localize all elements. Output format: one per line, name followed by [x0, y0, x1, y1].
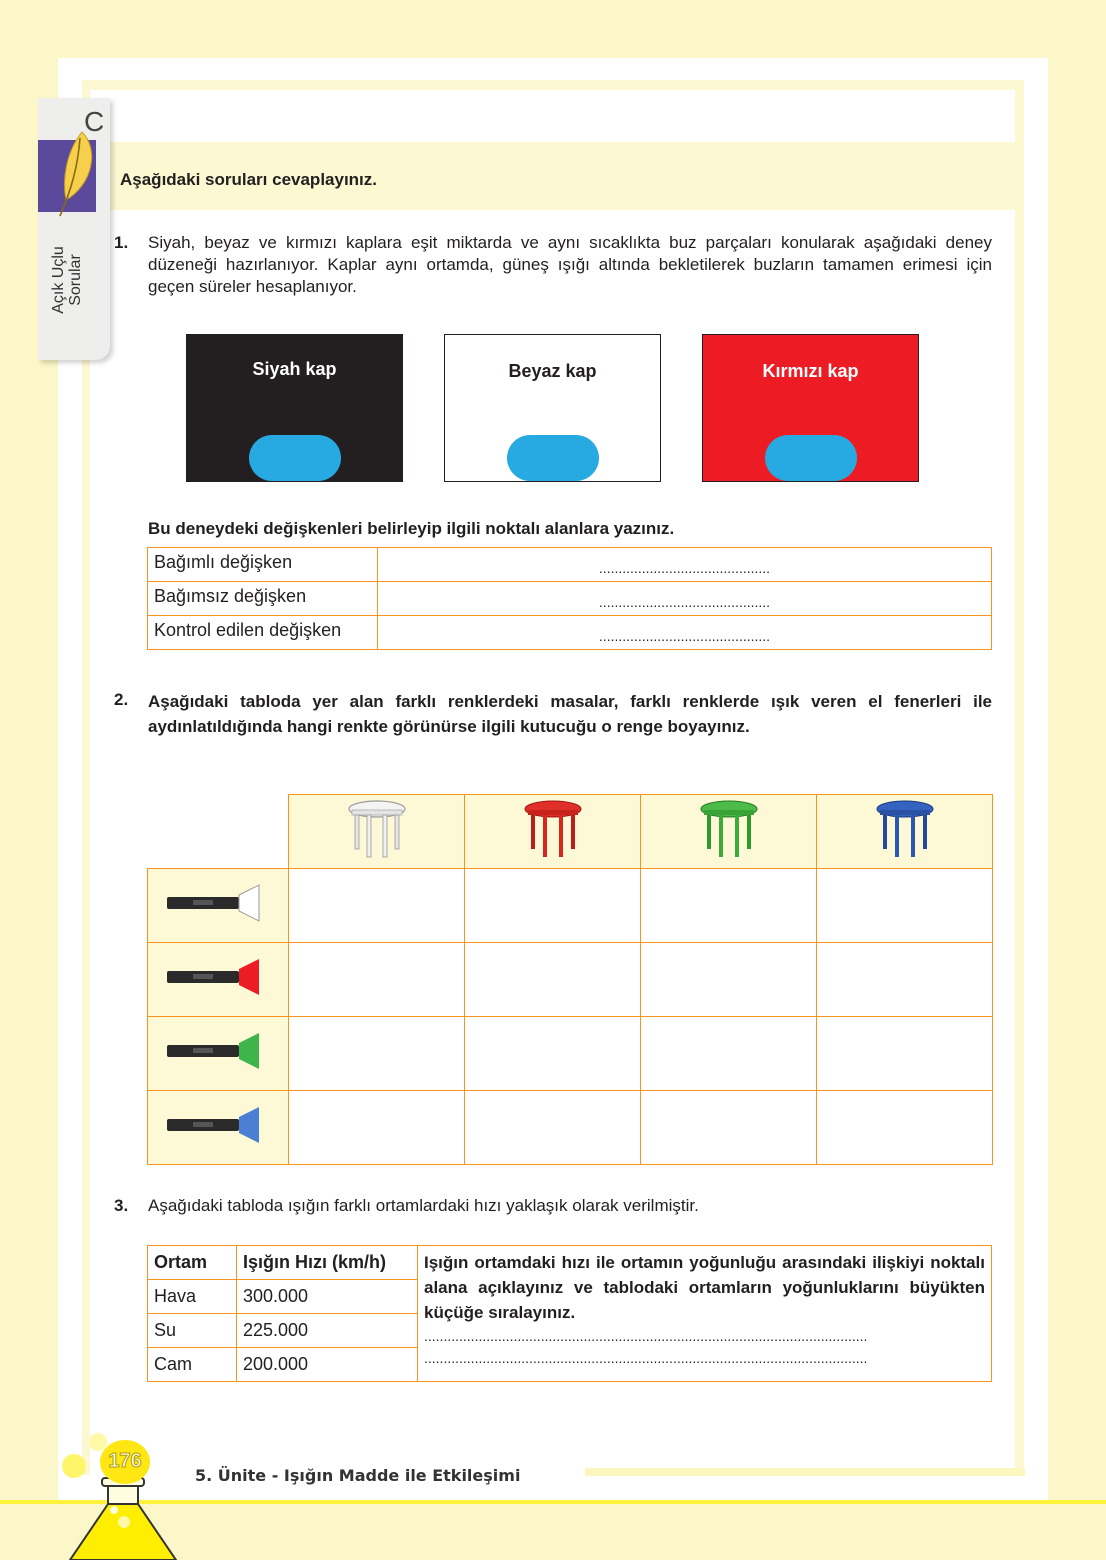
table-row — [148, 548, 992, 582]
q1-instruction: Bu deneydeki değişkenleri belirleyip ilgili noktalı alanlara yazınız. — [148, 519, 675, 538]
table-header-row — [148, 795, 993, 869]
side-tab-label — [50, 225, 84, 335]
flashlight-white-icon — [163, 883, 273, 923]
variable-answer-field[interactable] — [378, 548, 992, 582]
variable-label: Kontrol edilen değişken — [148, 616, 378, 650]
table-row — [148, 1091, 993, 1165]
table-blue-header — [817, 795, 993, 869]
answer-cell[interactable] — [817, 869, 993, 943]
answer-cell[interactable] — [641, 869, 817, 943]
answer-cell[interactable] — [465, 1017, 641, 1091]
table-row — [148, 943, 993, 1017]
table-row — [148, 869, 993, 943]
table-red-icon — [521, 797, 585, 861]
table-header-row — [148, 1246, 992, 1280]
color-table — [147, 794, 993, 1165]
table-white-icon — [345, 797, 409, 861]
answer-cell[interactable] — [641, 1091, 817, 1165]
cup-white-label: Beyaz kap — [508, 361, 597, 381]
table-blue-icon — [873, 797, 937, 861]
flashlight-green-icon — [163, 1031, 273, 1071]
speed-cell: 225.000 — [237, 1314, 418, 1348]
answer-cell[interactable] — [289, 943, 465, 1017]
cup-red-label: Kırmızı kap — [762, 361, 859, 381]
q2-text: Aşağıdaki tabloda yer alan farklı renklerdeki masalar, farklı renklerde ışık veren el fenerleri ile aydınlatıldığında hangi renkte görünürse ilgili kutucuğu o renge boyayınız. — [148, 692, 992, 736]
medium-cell: Hava — [148, 1280, 237, 1314]
q3-number: 3. — [114, 1196, 129, 1215]
dotted-answer: ............................................ — [598, 594, 771, 610]
ice-piece — [507, 435, 599, 481]
answer-cell[interactable] — [817, 1017, 993, 1091]
cup-red — [702, 334, 919, 482]
answer-cell[interactable] — [465, 869, 641, 943]
answer-cell[interactable] — [641, 1017, 817, 1091]
speed-cell: 200.000 — [237, 1348, 418, 1382]
answer-cell[interactable] — [289, 1091, 465, 1165]
q1-text: Siyah, beyaz ve kırmızı kaplara eşit miktarda ve aynı sıcaklıkta buz parçaları konularak aşağıdaki deney düzeneği hazırlanıyor. Kaplar aynı ortamda, güneş ışığı altında bekletilerek buzların tamamen erimesi için geçen süreler hesaplanıyor. — [148, 233, 992, 296]
table-green-icon — [697, 797, 761, 861]
table-red-header — [465, 795, 641, 869]
torch-red-cell — [148, 943, 289, 1017]
answer-cell[interactable] — [641, 943, 817, 1017]
table-row — [148, 1017, 993, 1091]
page-number: 176 — [108, 1450, 142, 1472]
torch-blue-cell — [148, 1091, 289, 1165]
feather-icon — [52, 130, 102, 220]
header-strip — [90, 90, 1015, 142]
dotted-answer: ............................................ — [598, 628, 771, 644]
section-heading: Aşağıdaki soruları cevaplayınız. — [120, 170, 378, 189]
corner-cell — [148, 795, 289, 869]
cup-black — [186, 334, 403, 482]
flashlight-blue-icon — [163, 1105, 273, 1145]
torch-green-cell — [148, 1017, 289, 1091]
torch-white-cell — [148, 869, 289, 943]
answer-cell[interactable] — [465, 943, 641, 1017]
side-tab-label-line2: Sorular — [67, 254, 84, 306]
medium-cell: Cam — [148, 1348, 237, 1382]
speed-cell: 300.000 — [237, 1280, 418, 1314]
answer-area[interactable] — [418, 1246, 992, 1382]
table-row — [148, 582, 992, 616]
cup-black-label: Siyah kap — [252, 359, 337, 379]
side-tab-letter: C — [84, 106, 105, 137]
q3-text: Aşağıdaki tabloda ışığın farklı ortamlardaki hızı yaklaşık olarak verilmiştir. — [148, 1196, 699, 1215]
ice-piece — [249, 435, 341, 481]
footer-title: 5. Ünite - Işığın Madde ile Etkileşimi — [195, 1466, 521, 1485]
cup-white — [444, 334, 661, 482]
header-speed: Işığın Hızı (km/h) — [237, 1246, 418, 1280]
dotted-line: .................................................................................................................. — [424, 1350, 868, 1366]
variable-answer-field[interactable] — [378, 582, 992, 616]
q1-number: 1. — [114, 233, 129, 252]
variables-table — [147, 547, 992, 650]
variable-label: Bağımlı değişken — [148, 548, 378, 582]
answer-cell[interactable] — [817, 943, 993, 1017]
dotted-line: .................................................................................................................. — [424, 1328, 868, 1344]
flashlight-red-icon — [163, 957, 273, 997]
answer-cell[interactable] — [465, 1091, 641, 1165]
answer-cell[interactable] — [289, 1017, 465, 1091]
table-green-header — [641, 795, 817, 869]
ice-piece — [765, 435, 857, 481]
header-medium: Ortam — [148, 1246, 237, 1280]
dotted-answer: ............................................ — [598, 560, 771, 576]
variable-label: Bağımsız değişken — [148, 582, 378, 616]
variable-answer-field[interactable] — [378, 616, 992, 650]
answer-cell[interactable] — [289, 869, 465, 943]
table-white-header — [289, 795, 465, 869]
footer-rule — [585, 1468, 1025, 1476]
speed-table — [147, 1245, 992, 1382]
q3-question: Işığın ortamdaki hızı ile ortamın yoğunluğu arasındaki ilişkiyi noktalı alana açıklayınız ve tablodaki ortamların yoğunluklarını büyükten küçüğe sıralayınız. — [424, 1253, 985, 1322]
q2-number: 2. — [114, 690, 129, 709]
side-tab-label-line1: Açık Uçlu — [50, 246, 67, 314]
table-row — [148, 616, 992, 650]
answer-cell[interactable] — [817, 1091, 993, 1165]
medium-cell: Su — [148, 1314, 237, 1348]
